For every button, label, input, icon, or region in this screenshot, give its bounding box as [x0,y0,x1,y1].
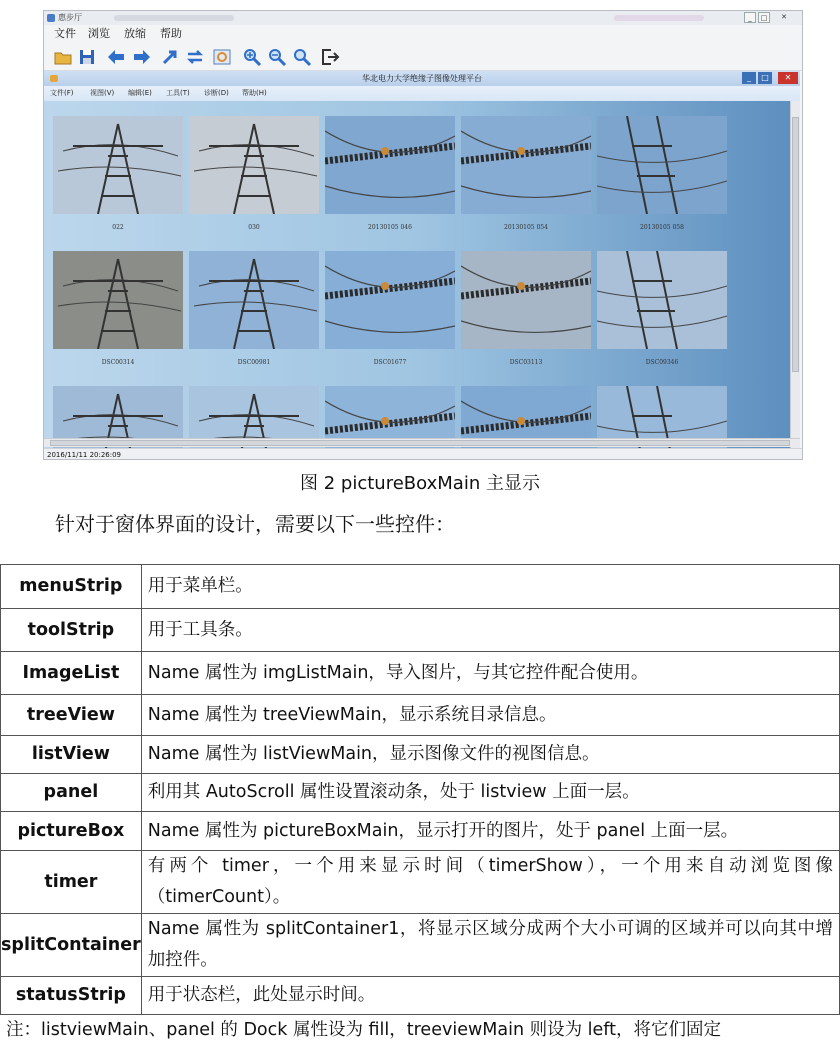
footnote: 注：listviewMain、panel 的 Dock 属性设为 fill，treeviewMain 则设为 left，将它们固定 [6,1020,722,1040]
zoom-out-icon[interactable] [267,47,287,67]
inner-mdi-window [44,71,800,450]
zoom-in-icon[interactable] [242,47,262,67]
thumbnail-label: DSC03113 [509,359,543,366]
control-desc: 用于菜单栏。 [141,565,839,609]
toolbar [44,44,802,71]
thumbnail-image[interactable] [597,116,727,214]
table-row [1,609,840,652]
thumbnail-label: DSC01677 [373,359,407,366]
thumbnail-label: 022 [112,224,124,231]
window-title: 惠步厅 [58,13,82,22]
figure-caption: 图 2 pictureBoxMain 主显示 [300,473,540,494]
control-name: timer [1,851,142,914]
control-desc: 用于状态栏，此处显示时间。 [141,977,839,1015]
table-row [1,695,840,736]
thumbnail-image[interactable] [325,251,455,349]
thumbnail-label: 20130105 046 [368,224,412,231]
control-name: treeView [1,695,142,736]
thumbnail-image[interactable] [461,251,591,349]
inner-menu-edit[interactable]: 编辑(E) [128,89,152,97]
controls-table [0,564,840,1015]
inner-window-title: 华北电力大学绝缘子图像处理平台 [362,74,482,83]
control-desc: 利用其 AutoScroll 属性设置滚动条，处于 listview 上面一层。 [141,774,839,812]
menu-zoom[interactable]: 放缩 [124,27,146,40]
table-row [1,812,840,851]
exit-icon[interactable] [320,47,340,67]
app-icon [47,14,55,22]
save-icon[interactable] [77,47,97,67]
control-name: statusStrip [1,977,142,1015]
menu-help[interactable]: 帮助 [160,27,182,40]
swap-icon[interactable] [185,47,205,67]
control-name: splitContainer [1,914,142,977]
table-row [1,977,840,1015]
control-name: pictureBox [1,812,142,851]
maximize-button[interactable]: □ [758,12,770,23]
zoom-search-icon[interactable] [292,47,312,67]
arrow-left-icon[interactable] [106,47,126,67]
table-row [1,851,840,914]
control-name: listView [1,736,142,774]
thumbnail-image[interactable] [53,251,183,349]
thumbnail-image[interactable] [189,251,319,349]
thumbnail-label: 20130105 054 [504,224,548,231]
thumbnail-label: DSC00981 [237,359,271,366]
arrow-right-icon[interactable] [132,47,152,67]
status-time: 2016/11/11 20:26:09 [47,451,122,459]
table-row [1,652,840,695]
control-desc: Name 属性为 treeViewMain，显示系统目录信息。 [141,695,839,736]
vertical-scrollbar[interactable] [790,101,800,450]
table-row [1,736,840,774]
thumbnail-image[interactable] [53,116,183,214]
control-name: ImageList [1,652,142,695]
minimize-button[interactable]: _ [744,12,756,23]
thumbnail-image[interactable] [325,116,455,214]
menu-bar [44,25,802,43]
slideshow-icon[interactable] [212,47,232,67]
close-button[interactable]: ✕ [781,13,787,21]
control-desc: Name 属性为 imgListMain，导入图片，与其它控件配合使用。 [141,652,839,695]
status-bar [44,448,802,460]
open-folder-icon[interactable] [53,47,73,67]
window-titlebar [44,11,802,25]
inner-minimize-button[interactable]: _ [742,72,756,84]
control-desc: 有两个 timer，一个用来显示时间（timerShow），一个用来自动浏览图像（timerCount）。 [141,851,839,914]
inner-menu-help[interactable]: 帮助(H) [242,89,267,97]
inner-maximize-button[interactable]: □ [758,72,772,84]
thumbnail-image[interactable] [189,116,319,214]
table-row [1,774,840,812]
control-name: toolStrip [1,609,142,652]
inner-titlebar [44,71,800,86]
control-name: panel [1,774,142,812]
table-row [1,565,840,609]
inner-menu-view[interactable]: 视图(V) [90,89,115,97]
control-desc: Name 属性为 listViewMain，显示图像文件的视图信息。 [141,736,839,774]
inner-menu-bar [44,86,800,101]
thumbnail-image[interactable] [597,251,727,349]
inner-menu-tools[interactable]: 工具(T) [166,89,190,97]
thumbnail-label: DSC09346 [645,359,679,366]
control-desc: 用于工具条。 [141,609,839,652]
menu-file[interactable]: 文件 [54,27,76,40]
picture-gallery [44,101,790,450]
menu-browse[interactable]: 浏览 [88,27,110,40]
thumbnail-image[interactable] [461,116,591,214]
inner-menu-file[interactable]: 文件(F) [50,89,74,97]
thumbnail-label: 030 [248,224,260,231]
inner-menu-diagnose[interactable]: 诊断(D) [204,89,229,97]
control-desc: Name 属性为 splitContainer1，将显示区域分成两个大小可调的区域并可以向其中增加控件。 [141,914,839,977]
thumbnail-label: 20130105 058 [640,224,684,231]
thumbnail-label: DSC00314 [101,359,135,366]
inner-close-button[interactable]: ✕ [778,72,798,84]
table-row [1,914,840,977]
control-name: menuStrip [1,565,142,609]
rotate-icon[interactable] [160,47,180,67]
horizontal-scrollbar[interactable] [44,438,800,447]
intro-paragraph: 针对于窗体界面的设计，需要以下一些控件： [55,512,455,536]
app-screenshot [43,10,803,460]
control-desc: Name 属性为 pictureBoxMain，显示打开的图片，处于 panel 上面一层。 [141,812,839,851]
